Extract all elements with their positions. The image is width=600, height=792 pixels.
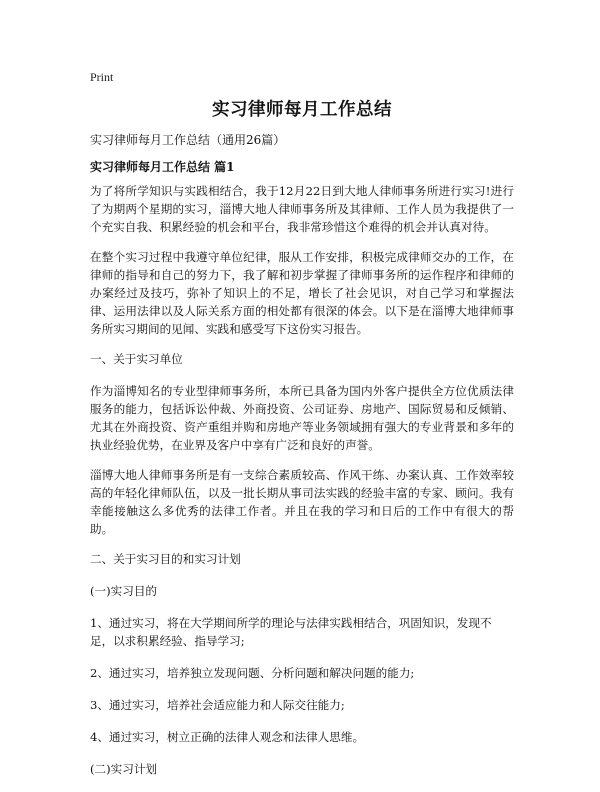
heading-unit: 一、关于实习单位 <box>90 352 183 366</box>
list-item: 1、通过实习，将在大学期间所学的理论与法律实践相结合，巩固知识，发现不足，以求积累经验、指导学习; <box>90 616 492 648</box>
section-heading: 实习律师每月工作总结 篇1 <box>90 160 235 174</box>
paragraph-team: 淄博大地人律师事务所是有一支综合素质较高、作风干练、办案认真、工作效率较高的年轻化律师队伍，以及一批长期从事司法实践的经验丰富的专家、顾问。我有幸能接触这么多优秀的法律工作者。并且在我的学习和日后的工作中有很大的帮助。 <box>90 468 514 536</box>
print-label[interactable]: Print <box>90 70 114 84</box>
paragraph-firm: 作为淄博知名的专业型律师事务所，本所已具备为国内外客户提供全方位优质法律服务的能力，包括诉讼仲裁、外商投资、公司证券、房地产、国际贸易和反倾销、尤其在外商投资、资产重组并购和房地产等业务领域拥有强大的专业背景和多年的执业经验优势，在业界及客户中享有广泛和良好的声誉。 <box>90 384 514 452</box>
paragraph-intro: 为了将所学知识与实践相结合，我于12月22日到大地人律师事务所进行实习!进行了为期两个星期的实习，淄博大地人律师事务所及其律师、工作人员为我提供了一个充实自我、积累经验的机会和平台，我非常珍惜这个难得的机会并认真对待。 <box>90 184 514 234</box>
heading-plan: (二)实习计划 <box>90 762 158 776</box>
paragraph-process: 在整个实习过程中我遵守单位纪律，服从工作安排，积极完成律师交办的工作，在律师的指导和自己的努力下，我了解和初步掌握了律师事务所的运作程序和律师的办案经过及技巧，弥补了知识上的不足，增长了社会见识，对自己学习和掌握法律、运用法律以及人际关系方面的相处都有很深的体会。以下是在淄博大地律师事务所实习期间的见闻、实践和感受写下这份实习报告。 <box>90 250 514 336</box>
document-subtitle: 实习律师每月工作总结（通用26篇） <box>90 133 286 147</box>
list-item: 3、通过实习，培养社会适应能力和人际交往能力; <box>90 698 345 712</box>
document-title: 实习律师每月工作总结 <box>212 100 392 120</box>
document-body <box>90 182 514 792</box>
heading-purpose: (一)实习目的 <box>90 584 158 598</box>
list-item: 4、通过实习，树立正确的法律人观念和法律人思维。 <box>90 730 365 744</box>
list-item: 2、通过实习，培养独立发现问题、分析问题和解决问题的能力; <box>90 666 415 680</box>
heading-purpose-plan: 二、关于实习目的和实习计划 <box>90 552 241 566</box>
